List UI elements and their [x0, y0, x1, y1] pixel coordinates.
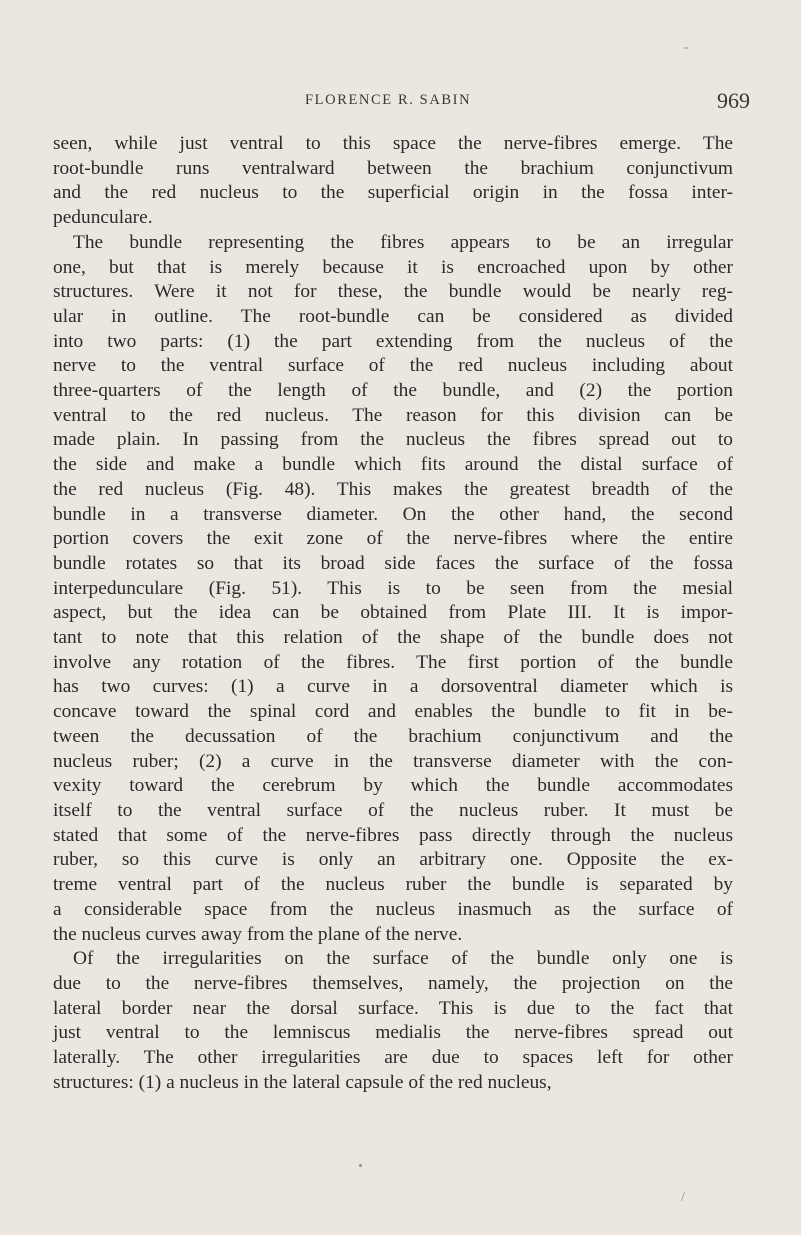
- text-line: due to the nerve-fibres themselves, namely, the projection on the: [53, 972, 733, 994]
- text-line: ruber, so this curve is only an arbitrary one. Opposite the ex-: [53, 849, 733, 871]
- stray-mark-top: -: [684, 40, 689, 55]
- text-line: tween the decussation of the brachium conjunctivum and the: [53, 725, 733, 747]
- text-line: pedunculare.: [53, 207, 153, 229]
- text-line: structures: (1) a nucleus in the lateral capsule of the red nucleus,: [53, 1071, 552, 1093]
- text-line: seen, while just ventral to this space the nerve-fibres emerge. The: [53, 133, 733, 154]
- text-line: made plain. In passing from the nucleus the fibres spread out to: [53, 429, 733, 451]
- text-line: ventral to the red nucleus. The reason for this division can be: [53, 404, 733, 426]
- text-line: the red nucleus (Fig. 48). This makes the greatest breadth of the: [53, 478, 733, 500]
- paragraph: [53, 947, 733, 1095]
- text-line: stated that some of the nerve-fibres pass directly through the nucleus: [53, 824, 733, 846]
- text-line: The bundle representing the fibres appears to be an irregular: [73, 231, 733, 253]
- text-line: concave toward the spinal cord and enables the bundle to fit in be-: [53, 701, 733, 723]
- text-line: portion covers the exit zone of the nerve-fibres where the entire: [53, 528, 733, 550]
- text-line: aspect, but the idea can be obtained from Plate III. It is impor-: [53, 602, 733, 624]
- text-line: root-bundle runs ventralward between the brachium conjunctivum: [53, 157, 733, 179]
- body-text: [53, 132, 733, 1095]
- text-line: vexity toward the cerebrum by which the bundle accommodates: [53, 775, 733, 797]
- page-number: 969: [717, 88, 750, 113]
- text-line: the side and make a bundle which fits around the distal surface of: [53, 454, 733, 476]
- text-line: bundle rotates so that its broad side faces the surface of the fossa: [53, 552, 733, 574]
- text-line: into two parts: (1) the part extending from the nucleus of the: [53, 330, 733, 352]
- text-line: the nucleus curves away from the plane of the nerve.: [53, 923, 463, 945]
- text-line: involve any rotation of the fibres. The first portion of the bundle: [53, 651, 733, 673]
- text-line: just ventral to the lemniscus medialis the nerve-fibres spread out: [53, 1022, 733, 1044]
- text-line: has two curves: (1) a curve in a dorsoventral diameter which is: [53, 676, 733, 698]
- text-line: and the red nucleus to the superficial origin in the fossa inter-: [53, 182, 733, 204]
- text-line: treme ventral part of the nucleus ruber the bundle is separated by: [53, 874, 733, 896]
- stray-dot: [359, 1164, 362, 1167]
- text-line: one, but that is merely because it is encroached upon by other: [53, 256, 733, 278]
- text-line: nerve to the ventral surface of the red nucleus including about: [53, 355, 733, 377]
- stray-mark-bottom: /: [681, 1190, 685, 1205]
- text-line: itself to the ventral surface of the nucleus ruber. It must be: [53, 799, 733, 821]
- text-line: Of the irregularities on the surface of the bundle only one is: [73, 948, 733, 970]
- text-line: laterally. The other irregularities are due to spaces left for other: [53, 1047, 733, 1069]
- text-line: tant to note that this relation of the shape of the bundle does not: [53, 627, 733, 649]
- text-line: bundle in a transverse diameter. On the other hand, the second: [53, 503, 733, 525]
- text-line: nucleus ruber; (2) a curve in the transverse diameter with the con-: [53, 750, 733, 772]
- text-line: a considerable space from the nucleus inasmuch as the surface of: [53, 898, 733, 920]
- running-head: [0, 88, 801, 118]
- text-line: lateral border near the dorsal surface. This is due to the fact that: [53, 997, 733, 1019]
- paragraph: [53, 132, 733, 231]
- paragraph: [53, 231, 733, 947]
- running-title: FLORENCE R. SABIN: [305, 92, 472, 108]
- text-line: ular in outline. The root-bundle can be considered as divided: [53, 305, 733, 327]
- text-line: three-quarters of the length of the bundle, and (2) the portion: [53, 380, 733, 402]
- text-line: structures. Were it not for these, the bundle would be nearly reg-: [53, 281, 733, 303]
- text-line: interpedunculare (Fig. 51). This is to be seen from the mesial: [53, 577, 733, 599]
